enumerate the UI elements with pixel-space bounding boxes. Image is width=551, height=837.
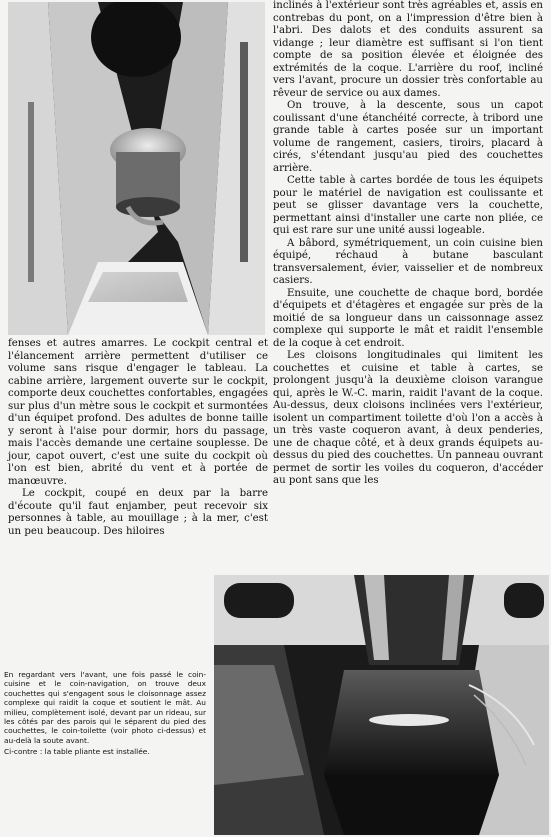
article-column-left <box>8 338 268 538</box>
article-paragraph: Cette table à cartes bordée de tous les équipets pour le matériel de navigation est coulissante et peut se glisser davantage vers la couchette, permettant ainsi d'installer une carte non pliée, ce qui est rare sur une unité aussi logeable. <box>273 175 543 236</box>
caption-paragraph: Ci-contre : la table pliante est installée. <box>4 747 150 757</box>
article-column-right <box>273 0 543 488</box>
article-paragraph: inclinés à l'extérieur sont très agréables et, assis en contrebas du pont, on a l'impression d'être bien à l'abri. Des dalots et des conduits assurent sa vidange ; leur diamètre est suffisant si l'on tient compte de sa position élevée et éloignée des extrémités de la coque. L'arrière du roof, incliné vers l'avant, procure un dossier très confortable au rêveur de service ou aux dames. <box>273 0 543 99</box>
photo-caption <box>4 670 206 757</box>
article-paragraph: Le cockpit, coupé en deux par la barre d'écoute qu'il faut enjamber, peut recevoir six personnes à table, au mouillage ; à la mer, c'est un peu beaucoup. Des hiloires <box>8 488 268 537</box>
article-paragraph: fenses et autres amarres. Le cockpit central et l'élancement arrière permettent d'utiliser ce volume sans risque d'engager le tableau. La cabine arrière, largement ouverte sur le cockpit, comporte deux couchettes confortables, engagées sur plus d'un mètre sous le cockpit et surmontées d'un équipet profond. Des adultes de bonne taille y seront à l'aise pour dormir, hors du passage, mais l'accès demande une certaine souplesse. De jour, capot ouvert, c'est une suite du cockpit où l'on est bien, abrité du vent et à portée de manœuvre. <box>8 338 268 487</box>
photo-toilet-compartment <box>8 2 265 335</box>
article-paragraph: A bâbord, symétriquement, un coin cuisine bien équipé, réchaud à butane basculant transversalement, évier, vaisselier et de nombreux casiers. <box>273 237 543 286</box>
toilet-compartment-image <box>8 2 265 335</box>
article-paragraph: On trouve, à la descente, sous un capot coulissant d'une étanchéité correcte, à tribord une grande table à cartes posée sur un important volume de rangement, casiers, tiroirs, placard à cirés, s'étendant jusqu'au pied des couchettes arrière. <box>273 100 543 174</box>
caption-paragraph: En regardant vers l'avant, une fois passé le coin-cuisine et le coin-navigation, on trouve deux couchettes qui s'engagent sous le cloisonnage assez complexe qui raidit la coque et soutient le mât. Au milieu, complètement isolé, devant par un rideau, sur les côtés par des parois qui le séparent du pied des couchettes, le coin-toilette (voir photo ci-dessus) et au-delà la soute avant. <box>4 670 206 745</box>
folding-table-image <box>214 575 549 835</box>
photo-folding-table <box>214 575 549 835</box>
article-paragraph: Ensuite, une couchette de chaque bord, bordée d'équipets et d'étagères et engagée sur près de la moitié de sa longueur dans un caissonnage assez complexe qui supporte le mât et raidit l'ensemble de la coque à cet endroit. <box>273 287 543 349</box>
article-paragraph: Les cloisons longitudinales qui limitent les couchettes et cuisine et table à cartes, se prolongent jusqu'à la deuxième cloison varangue qui, après le W.-C. marin, raidit l'avant de la coque. Au-dessus, deux cloisons inclinées vers l'extérieur, isolent un compartiment toilette d'où l'on a accès à un très vaste coqueron avant, à deux penderies, une de chaque côté, et à deux grands équipets au-dessus du pied des couchettes. Un panneau ouvrant permet de sortir les voiles du coqueron, d'accéder au pont sans que les <box>273 350 543 486</box>
